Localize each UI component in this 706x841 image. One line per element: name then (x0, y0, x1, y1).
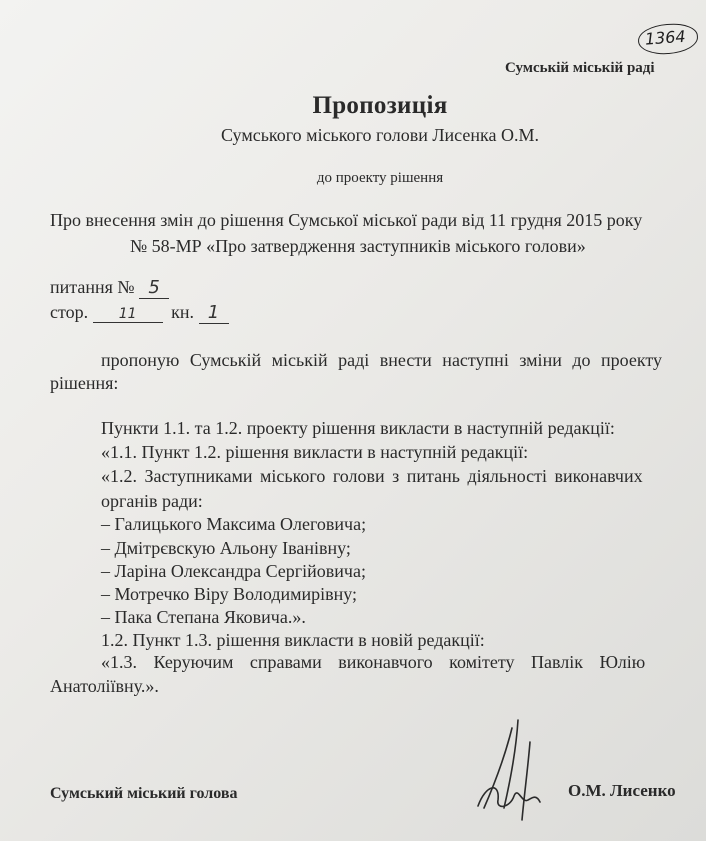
paragraph-4: органів ради: (101, 491, 203, 511)
page-book-field (50, 302, 229, 324)
list-item: – Ларіна Олександра Сергійовича; (101, 561, 366, 581)
paragraph-1: Пункти 1.1. та 1.2. проекту рішення викласти в наступній редакції: (101, 418, 615, 438)
question-label: питання № (50, 277, 135, 297)
intro-line-2: рішення: (50, 373, 119, 393)
paragraph-5: 1.2. Пункт 1.3. рішення викласти в новій редакції: (101, 630, 485, 650)
list-item: – Мотречко Віру Володимирівну; (101, 584, 358, 604)
to-project-line: до проекту рішення (316, 170, 444, 186)
signatory-name: О.М. Лисенко (568, 781, 676, 800)
subject-line-1: Про внесення змін до рішення Сумської міської ради від 11 грудня 2015 року (50, 210, 643, 230)
signatory-position: Сумський міський голова (50, 785, 238, 802)
book-value: 1 (199, 302, 229, 324)
paragraph-3: «1.2. Заступниками міського голови з питань діяльності виконавчих (101, 466, 643, 486)
book-label: кн. (171, 302, 195, 322)
paragraph-6: «1.3. Керуючим справами виконавчого комітету Павлік Юлію (101, 652, 646, 672)
page-label: стор. (50, 302, 89, 322)
handwritten-signature (470, 712, 560, 827)
list-item: – Галицького Максима Олеговича; (101, 514, 367, 534)
addressee: Сумській міській раді (505, 60, 655, 76)
document-title: Пропозиція (312, 92, 448, 119)
page-value: 11 (93, 306, 163, 323)
list-item: – Пака Степана Яковича.». (101, 607, 306, 627)
document-subtitle: Сумського міського голови Лисенка О.М. (221, 125, 539, 145)
intro-line-1: пропоную Сумській міській раді внести наступні зміни до проекту (101, 350, 662, 370)
paragraph-2: «1.1. Пункт 1.2. рішення викласти в наступній редакції: (101, 442, 529, 462)
stamp-number: 1364 (644, 26, 687, 49)
list-item: – Дмітрєвскую Альону Іванівну; (101, 538, 351, 558)
paragraph-7: Анатоліївну.». (50, 676, 159, 696)
registration-stamp (637, 22, 699, 56)
subject-line-2: № 58-МР «Про затвердження заступників міського голови» (130, 236, 586, 256)
question-number-field (50, 277, 169, 299)
question-value: 5 (139, 277, 169, 299)
